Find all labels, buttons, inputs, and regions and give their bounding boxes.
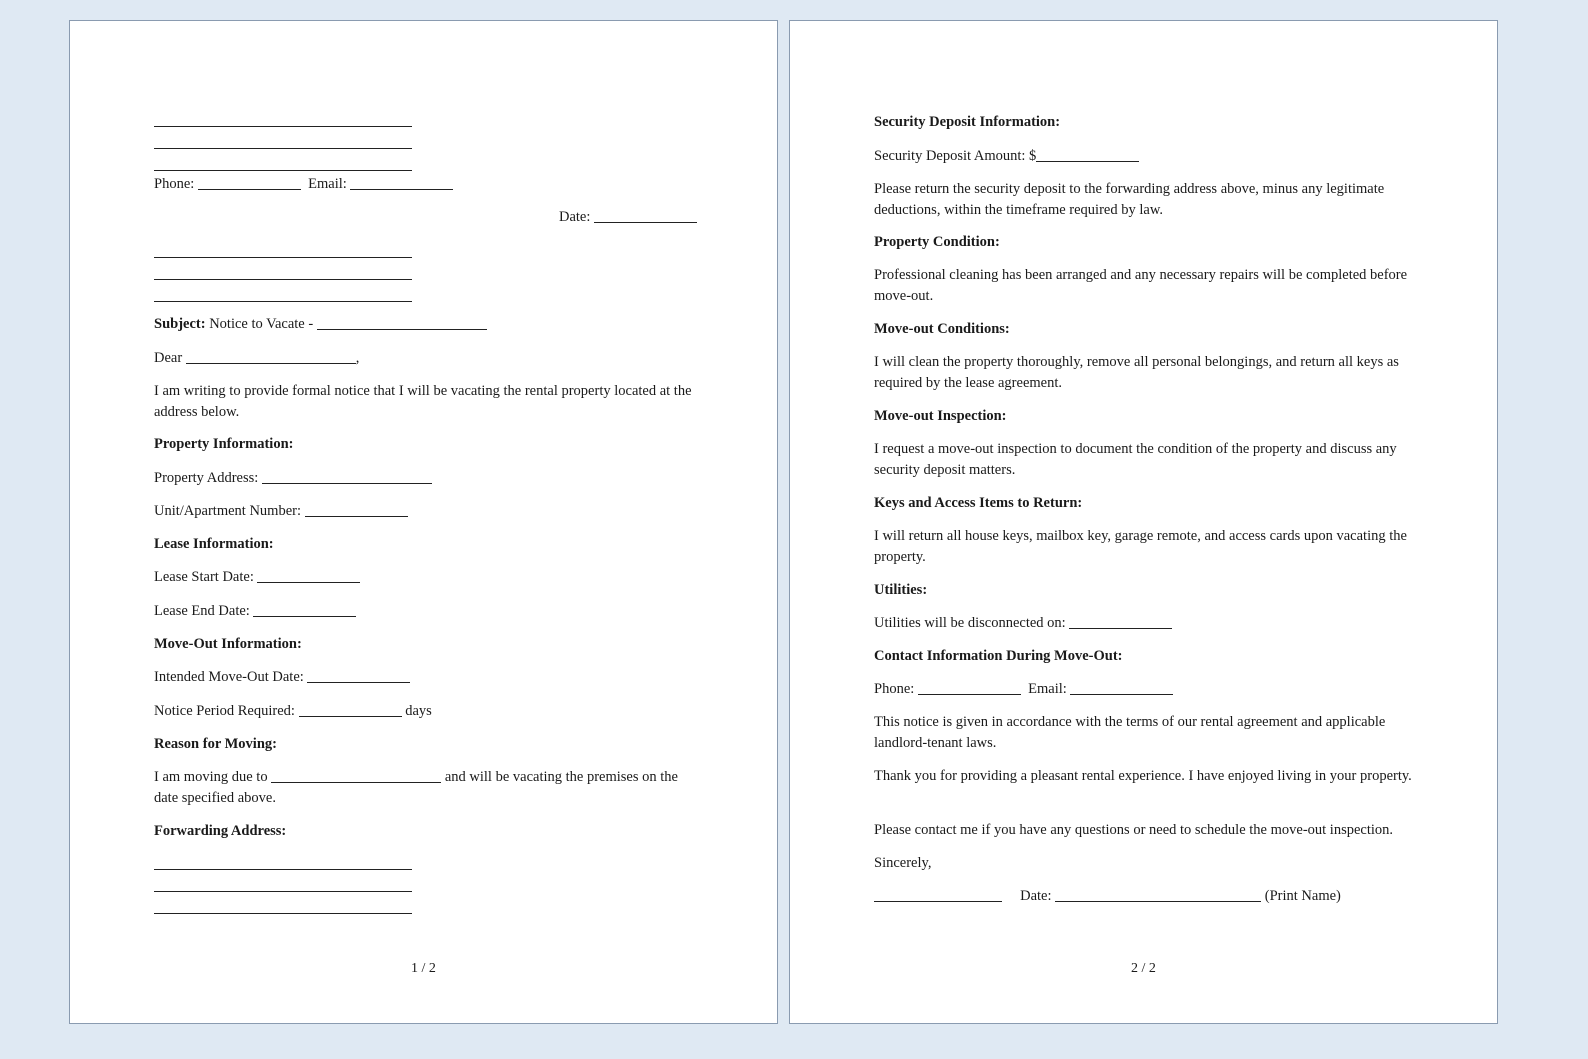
lease-end-blank xyxy=(253,602,356,617)
utilities-label: Utilities will be disconnected on: xyxy=(874,615,1066,631)
security-deposit-amount-line xyxy=(874,146,1139,167)
salutation-line xyxy=(154,348,359,369)
property-condition-heading: Property Condition: xyxy=(874,234,1000,250)
reason-blank xyxy=(271,768,441,783)
unit-number-blank xyxy=(305,502,408,517)
lease-start-label: Lease Start Date: xyxy=(154,569,254,585)
reason-line-2: date specified above. xyxy=(154,790,276,806)
dear-label: Dear xyxy=(154,350,183,366)
move-out-conditions-paragraph: I will clean the property thoroughly, remove all personal belongings, and return all keys as required by the lease agreement. xyxy=(874,354,1399,391)
signature-date-blank xyxy=(1055,887,1261,902)
subject-line xyxy=(154,314,487,335)
phone-label: Phone: xyxy=(154,176,195,192)
sincerely-closing: Sincerely, xyxy=(874,855,932,871)
date-blank xyxy=(594,208,697,223)
reason-suffix: and will be vacating the premises on the xyxy=(444,769,678,785)
page-number: 2 / 2 xyxy=(1131,961,1156,976)
keys-heading: Keys and Access Items to Return: xyxy=(874,495,1083,511)
email-blank xyxy=(1070,680,1173,695)
accordance-paragraph: This notice is given in accordance with the terms of our rental agreement and applicable landlord-tenant laws. xyxy=(874,714,1386,751)
sender-address-line-3 xyxy=(154,170,412,171)
recipient-name-blank xyxy=(186,349,356,364)
subject-label: Subject: xyxy=(154,316,206,332)
print-name-label: (Print Name) xyxy=(1264,888,1341,904)
notice-period-blank xyxy=(299,702,402,717)
signature-blank xyxy=(874,887,1002,902)
keys-paragraph: I will return all house keys, mailbox key, garage remote, and access cards upon vacating the property. xyxy=(874,528,1407,565)
reason-prefix: I am moving due to xyxy=(154,769,268,785)
contact-during-move-out-heading: Contact Information During Move-Out: xyxy=(874,648,1123,664)
forwarding-address-line-3 xyxy=(154,913,412,914)
subject-text: Notice to Vacate - xyxy=(209,316,314,332)
security-deposit-amount-blank xyxy=(1036,147,1139,162)
document-page-1 xyxy=(69,20,778,1024)
reason-line xyxy=(154,767,678,788)
property-address-label: Property Address: xyxy=(154,470,259,486)
phone-blank xyxy=(918,680,1021,695)
subject-blank xyxy=(317,315,487,330)
lease-end-label: Lease End Date: xyxy=(154,603,250,619)
property-address-blank xyxy=(262,469,432,484)
date-label: Date: xyxy=(559,209,591,225)
recipient-address-line-3 xyxy=(154,301,412,302)
utilities-heading: Utilities: xyxy=(874,582,928,598)
utilities-line xyxy=(874,613,1172,634)
lease-start-blank xyxy=(257,568,360,583)
phone-blank xyxy=(198,175,301,190)
dear-comma: , xyxy=(355,350,360,366)
intro-paragraph: I am writing to provide formal notice that I will be vacating the rental property located at the address below. xyxy=(154,383,692,420)
lease-information-heading: Lease Information: xyxy=(154,536,274,552)
move-out-information-heading: Move-Out Information: xyxy=(154,636,302,652)
forwarding-address-line-1 xyxy=(154,869,412,870)
document-page-2 xyxy=(789,20,1498,1024)
notice-period-line xyxy=(154,701,432,722)
move-out-inspection-paragraph: I request a move-out inspection to document the condition of the property and discuss any security deposit matters. xyxy=(874,441,1397,478)
security-deposit-heading: Security Deposit Information: xyxy=(874,114,1061,130)
move-out-conditions-heading: Move-out Conditions: xyxy=(874,321,1010,337)
security-deposit-amount-label: Security Deposit Amount: $ xyxy=(874,148,1037,164)
thank-you-paragraph: Thank you for providing a pleasant rental experience. I have enjoyed living in your property. xyxy=(874,768,1412,784)
page-number: 1 / 2 xyxy=(411,961,436,976)
email-label: Email: xyxy=(308,176,347,192)
move-out-inspection-heading: Move-out Inspection: xyxy=(874,408,1007,424)
property-condition-paragraph: Professional cleaning has been arranged and any necessary repairs will be completed before move-out. xyxy=(874,267,1408,304)
email-blank xyxy=(350,175,453,190)
lease-start-line xyxy=(154,567,360,588)
sender-address-line-2 xyxy=(154,148,412,149)
reason-heading: Reason for Moving: xyxy=(154,736,277,752)
intended-move-out-label: Intended Move-Out Date: xyxy=(154,669,304,685)
intended-move-out-line xyxy=(154,667,410,688)
sender-address-line-1 xyxy=(154,126,412,127)
recipient-address-line-2 xyxy=(154,279,412,280)
utilities-blank xyxy=(1069,614,1172,629)
contact-line xyxy=(874,679,1173,700)
phone-label: Phone: xyxy=(874,681,915,697)
lease-end-line xyxy=(154,601,356,622)
security-deposit-paragraph: Please return the security deposit to the forwarding address above, minus any legitimate deductions, within the timeframe required by law. xyxy=(874,181,1385,218)
notice-period-label: Notice Period Required: xyxy=(154,703,295,719)
property-address-line xyxy=(154,468,432,489)
unit-number-line xyxy=(154,501,408,522)
sender-contact-line xyxy=(154,174,453,195)
forwarding-address-line-2 xyxy=(154,891,412,892)
email-label: Email: xyxy=(1028,681,1067,697)
forwarding-address-heading: Forwarding Address: xyxy=(154,823,287,839)
property-information-heading: Property Information: xyxy=(154,436,294,452)
signature-date-label: Date: xyxy=(1020,888,1052,904)
recipient-address-line-1 xyxy=(154,257,412,258)
signature-line xyxy=(874,886,1341,907)
unit-number-label: Unit/Apartment Number: xyxy=(154,503,301,519)
notice-period-unit: days xyxy=(405,703,432,719)
contact-me-paragraph: Please contact me if you have any questions or need to schedule the move-out inspection. xyxy=(874,822,1394,838)
date-line xyxy=(559,207,697,228)
intended-move-out-blank xyxy=(307,668,410,683)
